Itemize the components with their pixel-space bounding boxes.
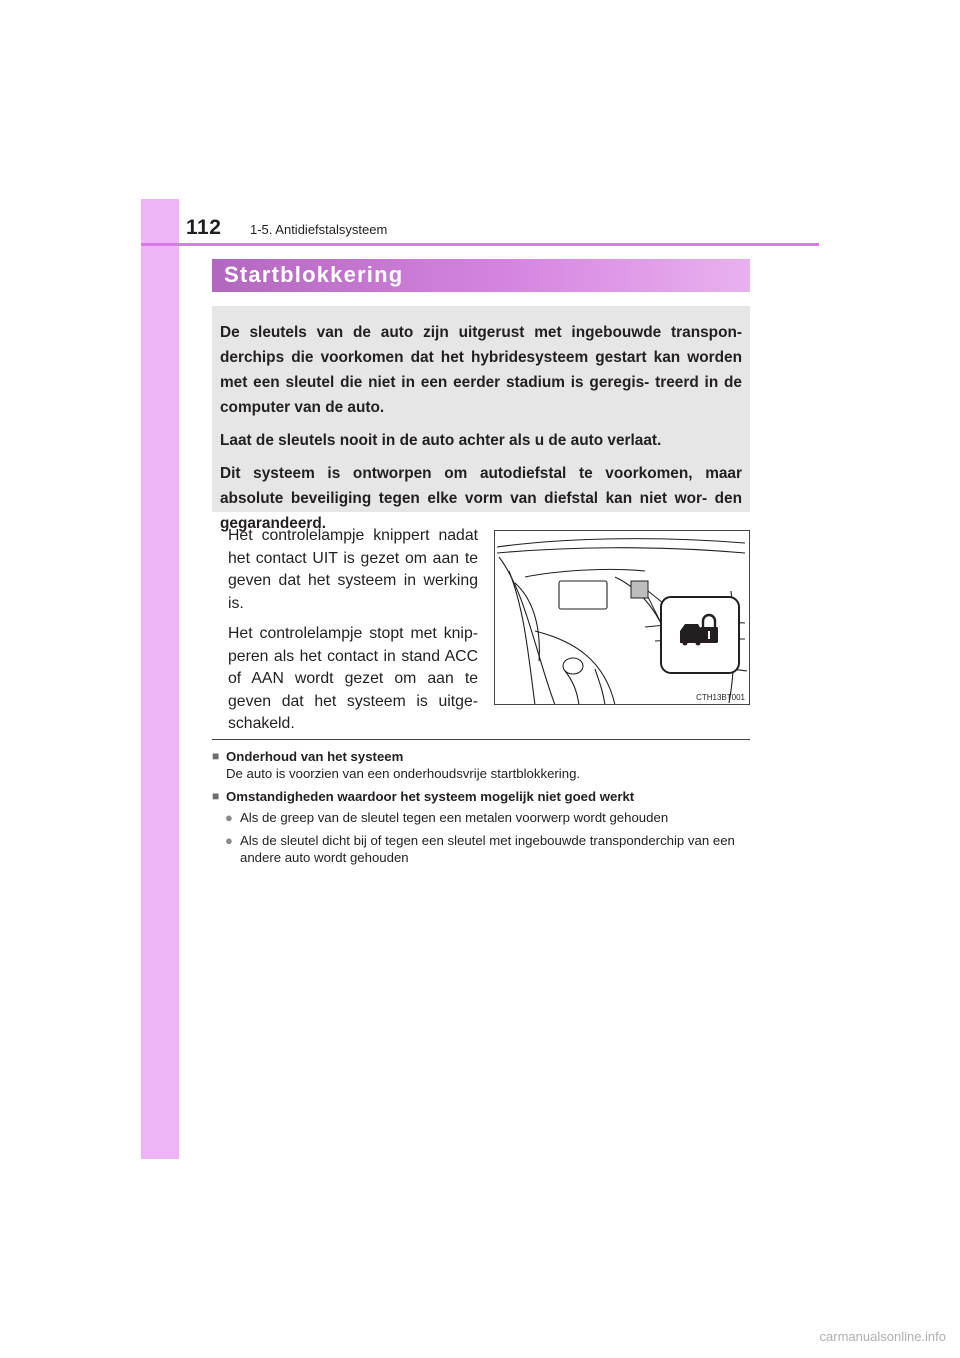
note-text: De auto is voorzien van een onderhoudsvrije startblokkering. <box>226 766 581 781</box>
circle-bullet-icon: ● <box>225 810 233 825</box>
note-bullet <box>212 809 757 826</box>
notes-divider <box>212 739 750 740</box>
dashboard-illustration <box>495 531 750 705</box>
intro-box <box>212 306 750 532</box>
notes-section <box>212 748 757 872</box>
note-heading <box>212 788 757 805</box>
figure-code: CTH13BT001 <box>696 693 745 702</box>
note-bullet-text: Als de greep van de sleutel tegen een metalen voorwerp wordt gehouden <box>240 810 669 825</box>
intro-paragraph: Laat de sleutels nooit in de auto achter als u de auto verlaat. <box>220 432 662 449</box>
square-bullet-icon: ■ <box>212 789 220 803</box>
note-heading-text: Onderhoud van het systeem <box>226 749 404 764</box>
note-heading <box>212 748 757 765</box>
page-number: 112 <box>186 216 222 239</box>
section-title: Startblokkering <box>224 262 404 287</box>
body-paragraph: Het controlelampje stopt met knip- peren als het contact in stand ACC of AAN wordt gezet om aan te geven dat het systeem is uitge- schakeld. <box>228 625 478 732</box>
square-bullet-icon: ■ <box>212 749 220 763</box>
chapter-side-tab <box>141 199 179 1159</box>
note-bullet <box>212 832 757 866</box>
watermark: carmanualsonline.info <box>819 1329 946 1344</box>
note-bullet-text: Als de sleutel dicht bij of tegen een sleutel met ingebouwde transponderchip van een andere auto wordt gehouden <box>240 833 735 865</box>
body-text <box>228 525 478 744</box>
intro-paragraph: De sleutels van de auto zijn uitgerust met ingebouwde transpon- derchips die voorkomen dat het hybridesysteem gestart kan worden met een sleutel die niet in een eerder stadium is geregis- treerd in de computer van de auto. <box>220 324 742 416</box>
dashboard-figure <box>494 530 750 705</box>
section-path: 1-5. Antidiefstalsysteem <box>250 222 388 237</box>
note-heading-text: Omstandigheden waardoor het systeem mogelijk niet goed werkt <box>226 789 635 804</box>
circle-bullet-icon: ● <box>225 833 233 848</box>
intro-paragraph: Dit systeem is ontworpen om autodiefstal te voorkomen, maar absolute beveiliging tegen elke vorm van diefstal kan niet wor- den gegarandeerd. <box>220 465 742 532</box>
header-rule <box>141 243 819 246</box>
section-title-bar <box>212 259 750 292</box>
body-paragraph: Het controlelampje knippert nadat het contact UIT is gezet om aan te geven dat het systeem in werking is. <box>228 527 478 612</box>
